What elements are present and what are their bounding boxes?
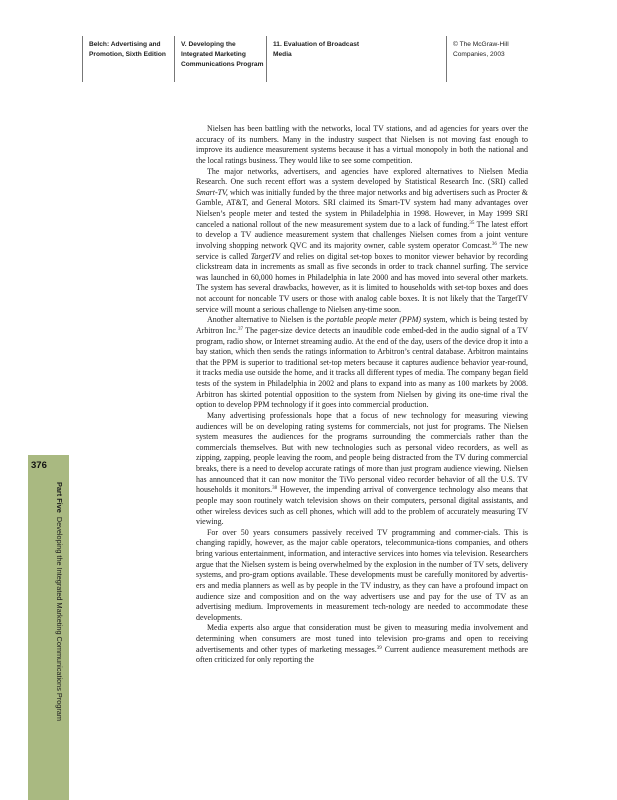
footnote-ref: 36: [491, 241, 497, 247]
body-paragraph: [196, 124, 528, 167]
text-run: The pager-size device detects an inaudible code embed-ded in the audio signal of a TV program, radio show, or Internet streaming audio. At the end of the day, users of the device drop it into a bay station, which then sends the ratings information to Arbitron’s central database. Arbitron maintains that the PPM is superior to traditional set-top meters because it captures audience behavior year-round, it tracks media use outside the home, and it tracks all different types of media. The company began field tests of the system in Philadelphia in 2002 and plans to expand into as many as 100 markets by 2008. Arbitron has skirted potential opposition to the system from Nielsen by giving its one-time rival the option to develop PPM technology if it goes into commercial production.: [196, 325, 528, 410]
body-paragraph: [196, 623, 528, 666]
text-run: Media experts also argue that consideration must be given to measuring media involvement and determining when consumers are most tuned into television pro-grams and open to receiving advertisements and other types of marketing messages.: [196, 623, 528, 654]
text-run: Current audience measurement methods are often criticized for only reporting the: [196, 644, 529, 665]
copyright-line: © The McGraw-Hill: [453, 41, 509, 48]
text-run: which was initially funded by the three major networks and big advertisers such as Procter & Gamble, AT&T, and General Motors. SRI claimed its Smart-TV system had many advantages over Nielsen’s people meter and tested the system in Philadelphia in 1998. However, in May 1999 SRI canceled a national rollout of the new measurement system due to a lack of funding.: [196, 187, 528, 229]
chapter-title-line: Media: [273, 51, 292, 58]
copyright-notice: [446, 36, 546, 82]
part-number-label: Part Five: [55, 482, 64, 513]
part-title-line: Communications Program: [181, 61, 264, 68]
copyright-line: Companies, 2003: [453, 51, 505, 58]
italic-term: portable people meter (PPM): [326, 315, 421, 325]
body-paragraph: [196, 167, 528, 316]
sidebar-label-text: [55, 482, 64, 721]
chapter-title: [266, 36, 442, 82]
text-run: For over 50 years consumers passively received TV programming and commer-cials. This is changing rapidly, however, as the major cable operators, telecommunica-tions companies, and others bring various entertainment, information, and interactive services into homes via television. Researchers argue that the Nielsen system is being overwhelmed by the explosion in the number of TV sets, delivery systems, and pro-gram options available. These developments must be carefully monitored by advertis-ers and media planners as well as by people in the TV industry, as they can have a profound impact on audience size and composition and on the way advertisers use and pay for the use of TV as an advertising medium. Improvements in measurement tech-nology are needed to accommodate these developments.: [196, 527, 528, 622]
text-run: The new service is called: [196, 240, 528, 261]
text-run: Nielsen has been battling with the networks, local TV stations, and ad agencies for years over the accuracy of its numbers. Many in the industry suspect that Nielsen is not moving fast enough to improve its audience measurement systems because it has a virtual monopoly in both the national and the local ratings business. They would like to see some competition.: [196, 124, 528, 165]
book-title-line: Belch: Advertising and: [89, 41, 161, 48]
text-run: The major networks, advertisers, and agencies have explored alternatives to Nielsen Media Research. One such recent effort was a system developed by Statistical Research Inc. (SRI) called: [196, 166, 528, 187]
part-title-line: V. Developing the: [181, 41, 236, 48]
body-paragraph: [196, 528, 528, 624]
sidebar-part-label: [54, 482, 64, 792]
text-run: Many advertising professionals hope that a focus of new technology for measuring viewing audiences will be on developing rating systems for commercials, not just for programs. The Nielsen system measures the audiences for the programs surrounding the commercials rather than the commercials themselves. But with new technologies such as personal video recorders, as well as zipping, zapping, people leaving the room, and people being distracted from the TV during commercial breaks, there is a need to develop accurate ratings of more than just program audience viewing. Nielsen has announced that it can now monitor the TiVo personal video recorder behavior of all the U.S. TV households it monitors.: [196, 410, 528, 495]
chapter-title-line: 11. Evaluation of Broadcast: [273, 41, 360, 48]
text-run: and relies on digital set-top boxes to monitor viewer behavior by recording clickstream data in increments as small as five seconds in order to track channel surfing. The service was launched in 60,000 homes in Philadelphia in late 2000 and has moved into several other markets. The system has several drawbacks, however, as it is limited to households with set-top boxes and does not account for noncable TV users or those with analog cable boxes. It is not likely that the TargetTV service will mount a serious challenge to Nielsen any-time soon.: [196, 251, 528, 314]
italic-term: TargetTV: [250, 251, 281, 261]
footnote-ref: 38: [272, 486, 278, 492]
footnote-ref: 39: [376, 645, 382, 651]
body-text: [196, 124, 528, 666]
part-title-line: Integrated Marketing: [181, 51, 246, 58]
footnote-ref: 35: [469, 220, 475, 226]
book-title: [82, 36, 168, 82]
part-title: [174, 36, 264, 82]
running-header: [0, 36, 617, 98]
italic-term: Smart-TV,: [196, 187, 228, 197]
footnote-ref: 37: [237, 326, 243, 332]
body-paragraph: [196, 411, 528, 528]
text-run: Another alternative to Nielsen is the: [207, 315, 327, 325]
text-run: The latest effort to develop a TV audience measurement system that challenges Nielsen comes from a joint venture involving shopping network QVC and its majority owner, cable system operator Comcast.: [196, 219, 528, 250]
part-title-label: Developing the Integrated Marketing Communications Program: [55, 516, 64, 721]
book-title-line: Promotion, Sixth Edition: [89, 51, 166, 58]
body-paragraph: [196, 315, 528, 411]
page-number: 376: [31, 460, 47, 471]
text-run: system, which is being tested by Arbitron Inc.: [196, 315, 529, 335]
text-run: However, the impending arrival of convergence technology also means that people may soon routinely watch television shows on their computers, personal digital assistants, and other wireless devices such as cell phones, which will add to the problem of accurately measuring TV viewing.: [196, 485, 528, 527]
